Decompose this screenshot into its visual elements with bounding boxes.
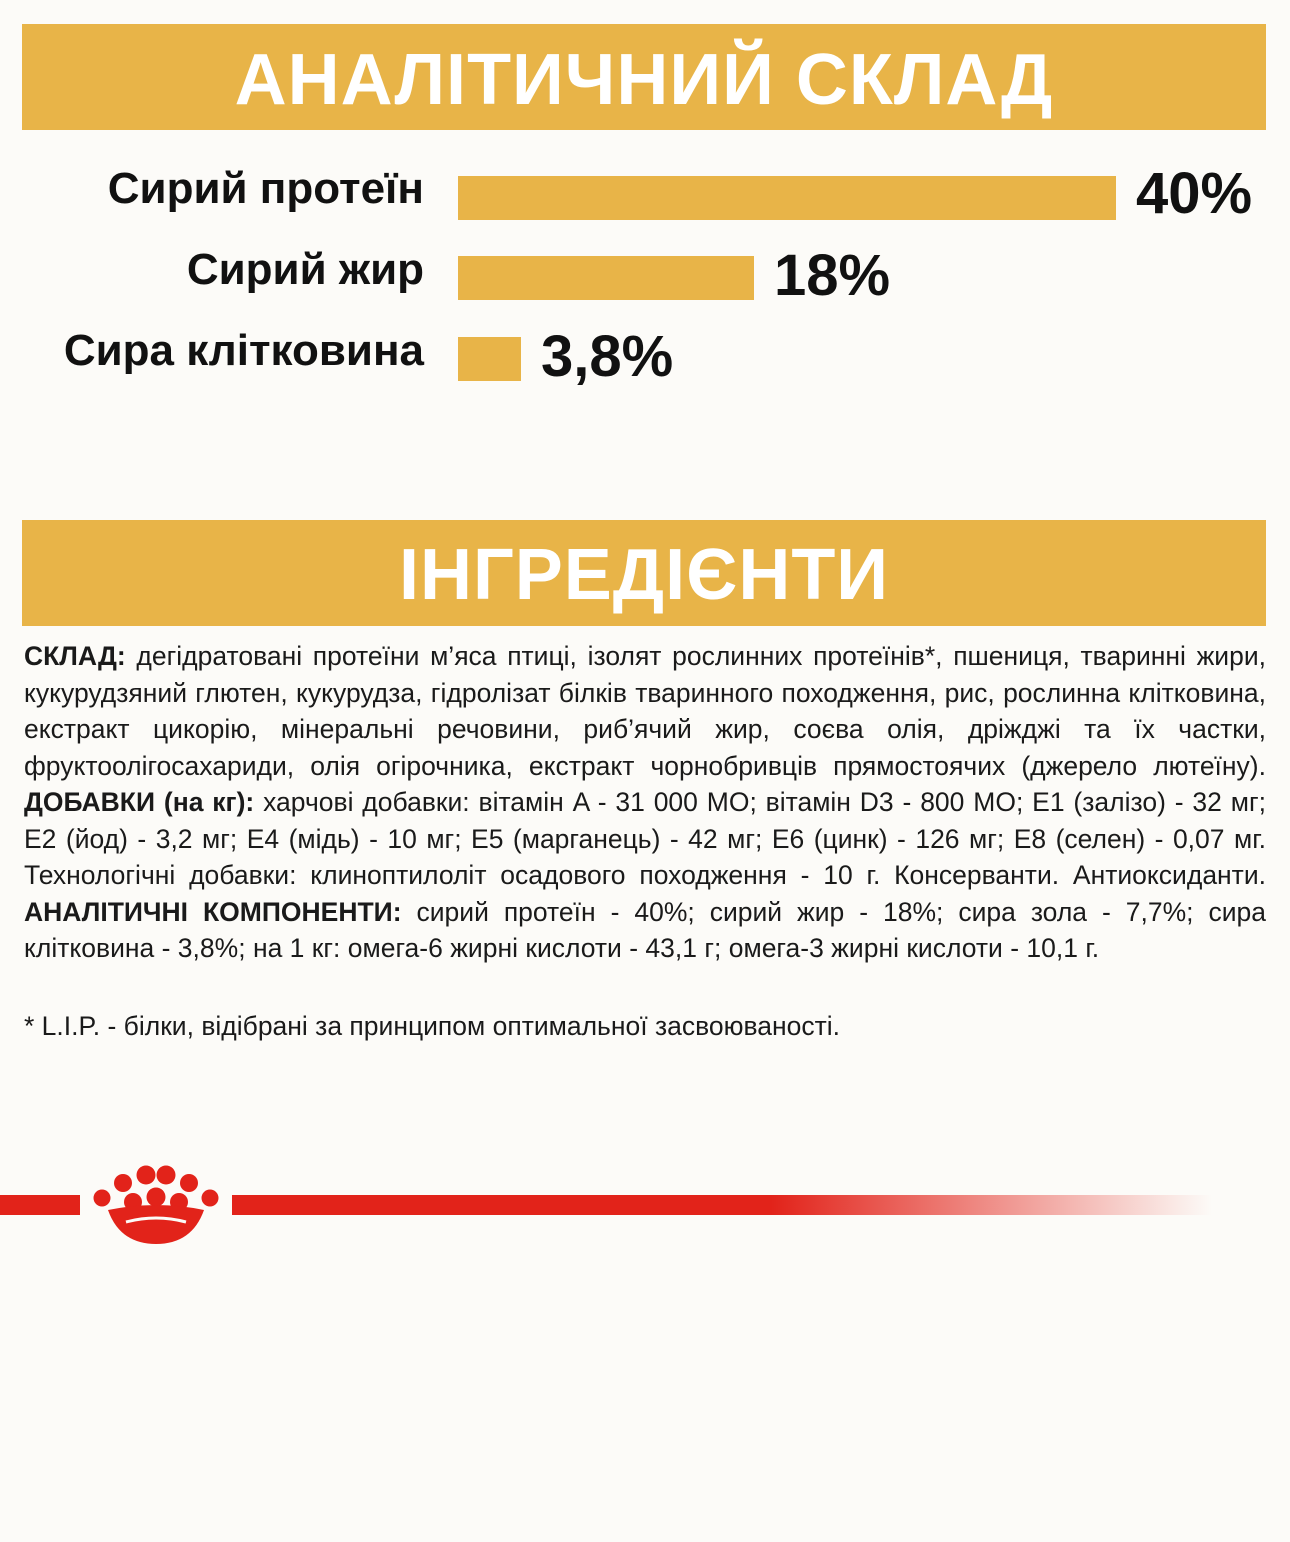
brand-line-left <box>0 1195 80 1215</box>
additives-text: харчові добавки: вітамін A - 31 000 МО; вітамін D3 - 800 МО; E1 (залізо) - 32 мг; E2 (йод) - 3,2 мг; E4 (мідь) - 10 мг; E5 (марганець) - 42 мг; E6 (цинк) - 126 мг; E8 (селен) - 0,07 мг. Технологічні добавки: клиноптилоліт осадового походження - 10 г. Консерванти. Антиоксиданти. <box>24 787 1266 890</box>
royal-canin-crown-icon <box>88 1164 224 1246</box>
ingredients-title-banner <box>22 520 1266 626</box>
ingredients-title: ІНГРЕДІЄНТИ <box>398 535 890 615</box>
nutrient-value-fat: 18% <box>774 243 891 308</box>
nutrient-bar-fiber <box>458 337 521 381</box>
nutrient-value-fiber: 3,8% <box>541 324 674 389</box>
analytical-components-heading: АНАЛІТИЧНІ КОМПОНЕНТИ: <box>24 896 402 927</box>
nutrient-value-protein: 40% <box>1136 161 1253 226</box>
nutrient-bar-fat <box>458 256 754 300</box>
ingredients-paragraph <box>24 638 1266 967</box>
additives-heading: ДОБАВКИ (на кг): <box>24 787 255 817</box>
composition-text: дегідратовані протеїни м’яса птиці, ізолят рослинних протеїнів*, пшениця, тваринні жири, кукурудзяний глютен, кукурудза, гідролізат білків тваринного походження, рис, рослинна клітковина, екстракт цикорію, мінеральні речовини, риб’ячий жир, соєва олія, дріжджі та їх частки, фруктоолігосахариди, олія огірочника, екстракт чорнобривців прямостоячих (джерело лютеїну). <box>24 641 1266 781</box>
nutrient-label-protein: Сирий протеїн <box>107 164 424 213</box>
brand-line-right <box>232 1195 1212 1215</box>
nutrient-label-fiber: Сира клітковина <box>63 326 424 375</box>
composition-heading: СКЛАД: <box>24 641 126 671</box>
nutrient-bar-protein <box>458 176 1116 220</box>
analytical-components-text: сирий протеїн - 40%; сирий жир - 18%; сира зола - 7,7%; сира клітковина - 3,8%; на 1 кг: омега-6 жирні кислоти - 43,1 г; омега-3 жирні кислоти - 10,1 г. <box>24 896 1266 963</box>
lip-footnote: * L.I.P. - білки, відібрані за принципом оптимальної засвоюваності. <box>24 1011 841 1041</box>
analysis-title: АНАЛІТИЧНИЙ СКЛАД <box>234 40 1054 120</box>
analysis-title-banner <box>22 24 1266 130</box>
nutrient-label-fat: Сирий жир <box>186 245 424 294</box>
